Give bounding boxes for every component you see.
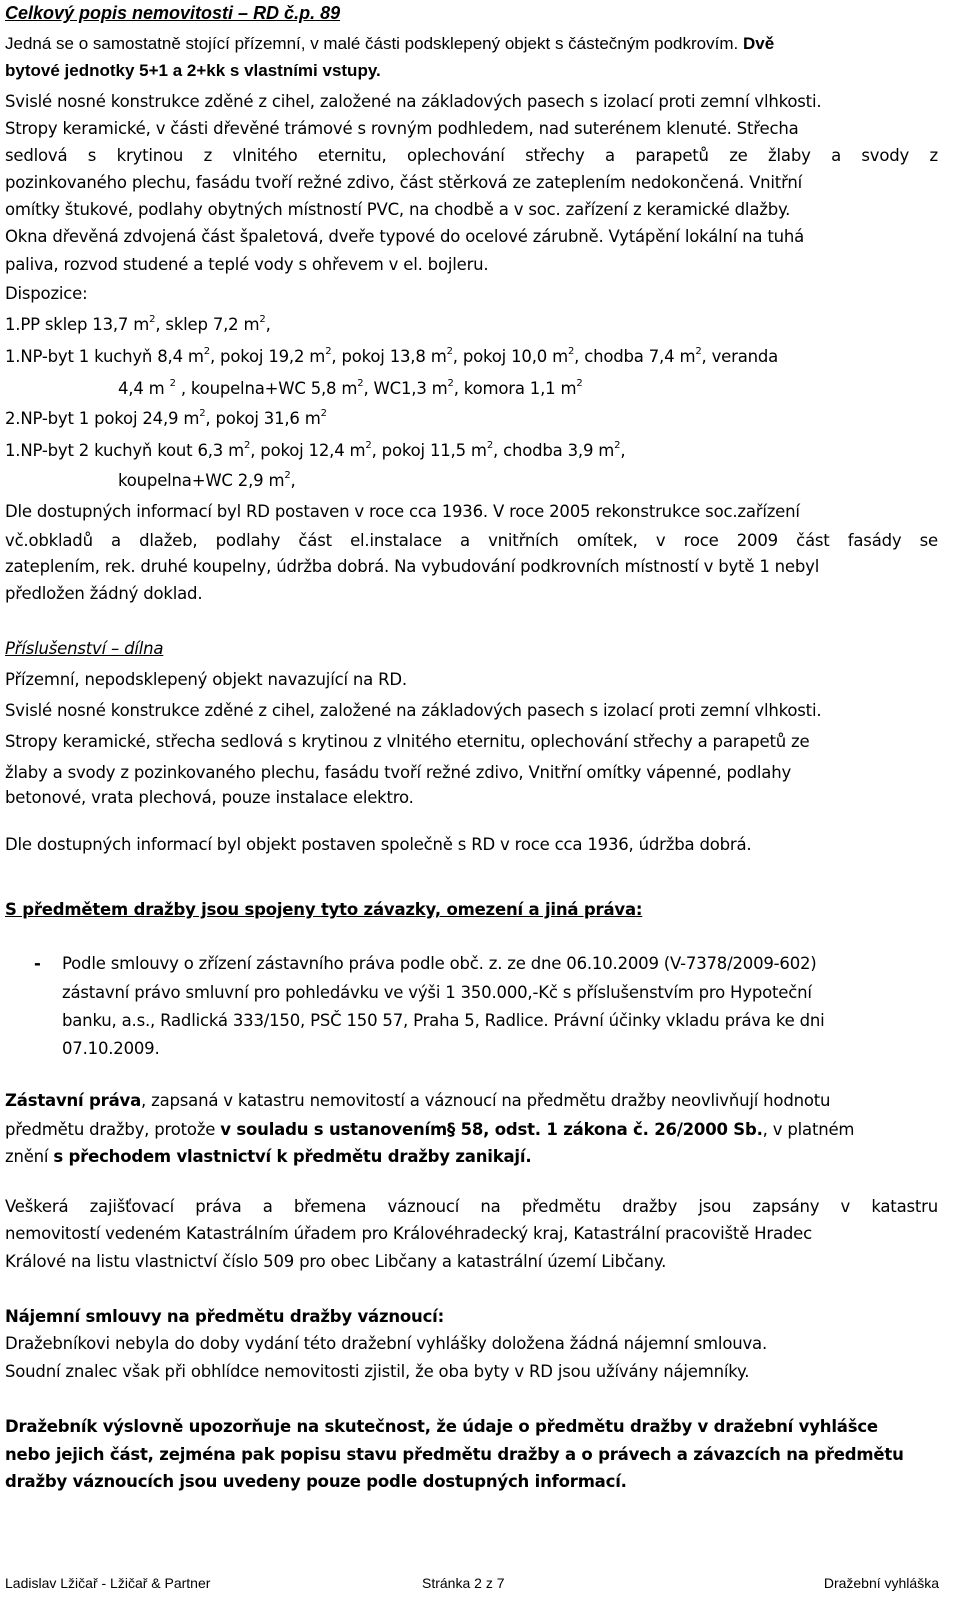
- history-line-3: zateplením, rek. druhé koupelny, údržba dobrá. Na vybudování podkrovních místností v bytě 1 nebyl: [5, 557, 820, 576]
- zavazky-dash: -: [34, 954, 41, 973]
- zastavni-line-1: Zástavní práva, zapsaná v katastru nemovitostí a váznoucí na předmětu dražby neovlivňují hodnotu: [5, 1091, 831, 1110]
- dispozice-np1-byt2-a: 1.NP-byt 2 kuchyň kout 6,3 $m^2$, pokoj 12,4 $m^2$, pokoj 11,5 $m^2$, chodba 3,9 $m^2$,: [5, 439, 626, 460]
- intro-line-3: Svislé nosné konstrukce zděné z cihel, založené na základových pasech s izolací proti zemní vlhkosti.: [5, 92, 822, 111]
- footer-page-number: Stránka 2 z 7: [422, 1575, 505, 1591]
- najemni-line-2: Soudní znalec však při obhlídce nemovitosti zjistil, že oba byty v RD jsou užívány nájemníky.: [5, 1362, 750, 1381]
- prislusenstvi-line-3: Stropy keramické, střecha sedlová s krytinou z vlnitého eternitu, oplechování střechy a parapetů ze: [5, 732, 810, 751]
- zavazky-item-line-3: banku, a.s., Radlická 333/150, PSČ 150 57, Praha 5, Radlice. Právní účinky vkladu práva ke dni: [62, 1011, 825, 1030]
- zajistovaci-line-3: Králové na listu vlastnictví číslo 509 pro obec Libčany a katastrální území Libčany.: [5, 1252, 667, 1271]
- footer-document-title: Dražební vyhláška: [823, 1575, 939, 1591]
- history-line-4: předložen žádný doklad.: [5, 584, 203, 603]
- zajistovaci-line-1: Veškerá zajišťovací práva a břemena váznoucí na předmětu dražby jsou zapsány v katastru: [5, 1197, 938, 1216]
- footer-author: Ladislav Lžičař - Lžičař & Partner: [5, 1575, 211, 1591]
- intro-line-6: pozinkovaného plechu, fasádu tvoří režné zdivo, část stěrková ze zateplením nedokončená. Vnitřní: [5, 173, 803, 192]
- zavazky-item-line-2: zástavní právo smluvní pro pohledávku ve výši 1 350.000,-Kč s příslušenstvím pro Hypoteční: [62, 983, 812, 1002]
- najemni-heading: Nájemní smlouvy na předmětu dražby váznoucí:: [5, 1307, 445, 1326]
- prislusenstvi-line-4: žlaby a svody z pozinkovaného plechu, fasádu tvoří režné zdivo, Vnitřní omítky vápenné, podlahy: [5, 763, 792, 782]
- intro-line-2: bytové jednotky 5+1 a 2+kk s vlastními vstupy.: [5, 61, 381, 80]
- prislusenstvi-line-5: betonové, vrata plechová, pouze instalace elektro.: [5, 788, 414, 807]
- zastavni-line-2: předmětu dražby, protože v souladu s ustanovením§ 58, odst. 1 zákona č. 26/2000 Sb., v platném: [5, 1120, 855, 1139]
- dispozice-np1-byt1-a: 1.NP-byt 1 kuchyň 8,4 $m^2$, pokoj 19,2 $m^2$, pokoj 13,8 $m^2$, pokoj 10,0 $m^2$, chodba 7,4 $m^2$, veranda: [5, 345, 779, 366]
- page-title: Celkový popis nemovitosti – RD č.p. 89: [5, 3, 341, 23]
- zavazky-heading: S předmětem dražby jsou spojeny tyto závazky, omezení a jiná práva:: [5, 900, 643, 919]
- zajistovaci-line-2: nemovitostí vedeném Katastrálním úřadem pro Královéhradecký kraj, Katastrální pracoviště Hradec: [5, 1224, 812, 1243]
- intro-line-9: paliva, rozvod studené a teplé vody s ohřevem v el. bojleru.: [5, 255, 489, 274]
- history-line-1: Dle dostupných informací byl RD postaven v roce cca 1936. V roce 2005 rekonstrukce soc.zařízení: [5, 502, 800, 521]
- dispozice-np1-byt2-b: koupelna+WC 2,9 $m^2$,: [118, 469, 296, 490]
- intro-line-7: omítky štukové, podlahy obytných místností PVC, na chodbě a v soc. zařízení z keramické dlažby.: [5, 200, 791, 219]
- najemni-line-1: Dražebníkovi nebyla do doby vydání této dražební vyhlášky doložena žádná nájemní smlouva.: [5, 1334, 767, 1353]
- intro-line-8: Okna dřevěná zdvojená část špaletová, dveře typové do ocelové zárubně. Vytápění lokální na tuhá: [5, 227, 805, 246]
- zavazky-item-line-1: Podle smlouvy o zřízení zástavního práva podle obč. z. ze dne 06.10.2009 (V-7378/2009-602): [62, 954, 817, 973]
- history-line-2: vč.obkladů a dlažeb, podlahy část el.instalace a vnitřních omítek, v roce 2009 část fasády se: [5, 531, 938, 550]
- dispozice-pp: 1.PP sklep 13,7 $m^2$, sklep 7,2 $m^2$,: [5, 313, 271, 334]
- prislusenstvi-heading: Příslušenství – dílna: [5, 639, 164, 658]
- prislusenstvi-line-1: Přízemní, nepodsklepený objekt navazující na RD.: [5, 670, 407, 689]
- intro-line-4: Stropy keramické, v části dřevěné trámové s rovným podhledem, nad suterénem klenuté. Střecha: [5, 119, 799, 138]
- dispozice-np2: 2.NP-byt 1 pokoj 24,9 $m^2$, pokoj 31,6 $m^2$: [5, 407, 327, 428]
- intro-line-1: Jedná se o samostatně stojící přízemní, v malé části podsklepený objekt s částečným podkrovím. Dvě: [5, 34, 775, 53]
- dispozice-np1-byt1-b: 4,4 m $^2$ , koupelna+WC 5,8 $m^2$, WC1,3 $m^2$, komora 1,1 $m^2$: [118, 377, 583, 398]
- upozorneni-line-1: Dražebník výslovně upozorňuje na skutečnost, že údaje o předmětu dražby v dražební vyhlášce: [5, 1417, 878, 1436]
- upozorneni-line-3: dražby váznoucích jsou uvedeny pouze podle dostupných informací.: [5, 1472, 627, 1491]
- prislusenstvi-line-2: Svislé nosné konstrukce zděné z cihel, založené na základových pasech s izolací proti zemní vlhkosti.: [5, 701, 822, 720]
- upozorneni-line-2: nebo jejich část, zejména pak popisu stavu předmětu dražby a o právech a závazcích na předmětu: [5, 1445, 904, 1464]
- intro-line-5: sedlová s krytinou z vlnitého eternitu, oplechování střechy a parapetů ze žlaby a svody z: [5, 146, 938, 165]
- prislusenstvi-line-6: Dle dostupných informací byl objekt postaven společně s RD v roce cca 1936, údržba dobrá.: [5, 835, 752, 854]
- zavazky-item-line-4: 07.10.2009.: [62, 1039, 160, 1058]
- zastavni-line-3: znění s přechodem vlastnictví k předmětu dražby zanikají.: [5, 1147, 532, 1166]
- dispozice-label: Dispozice:: [5, 284, 88, 303]
